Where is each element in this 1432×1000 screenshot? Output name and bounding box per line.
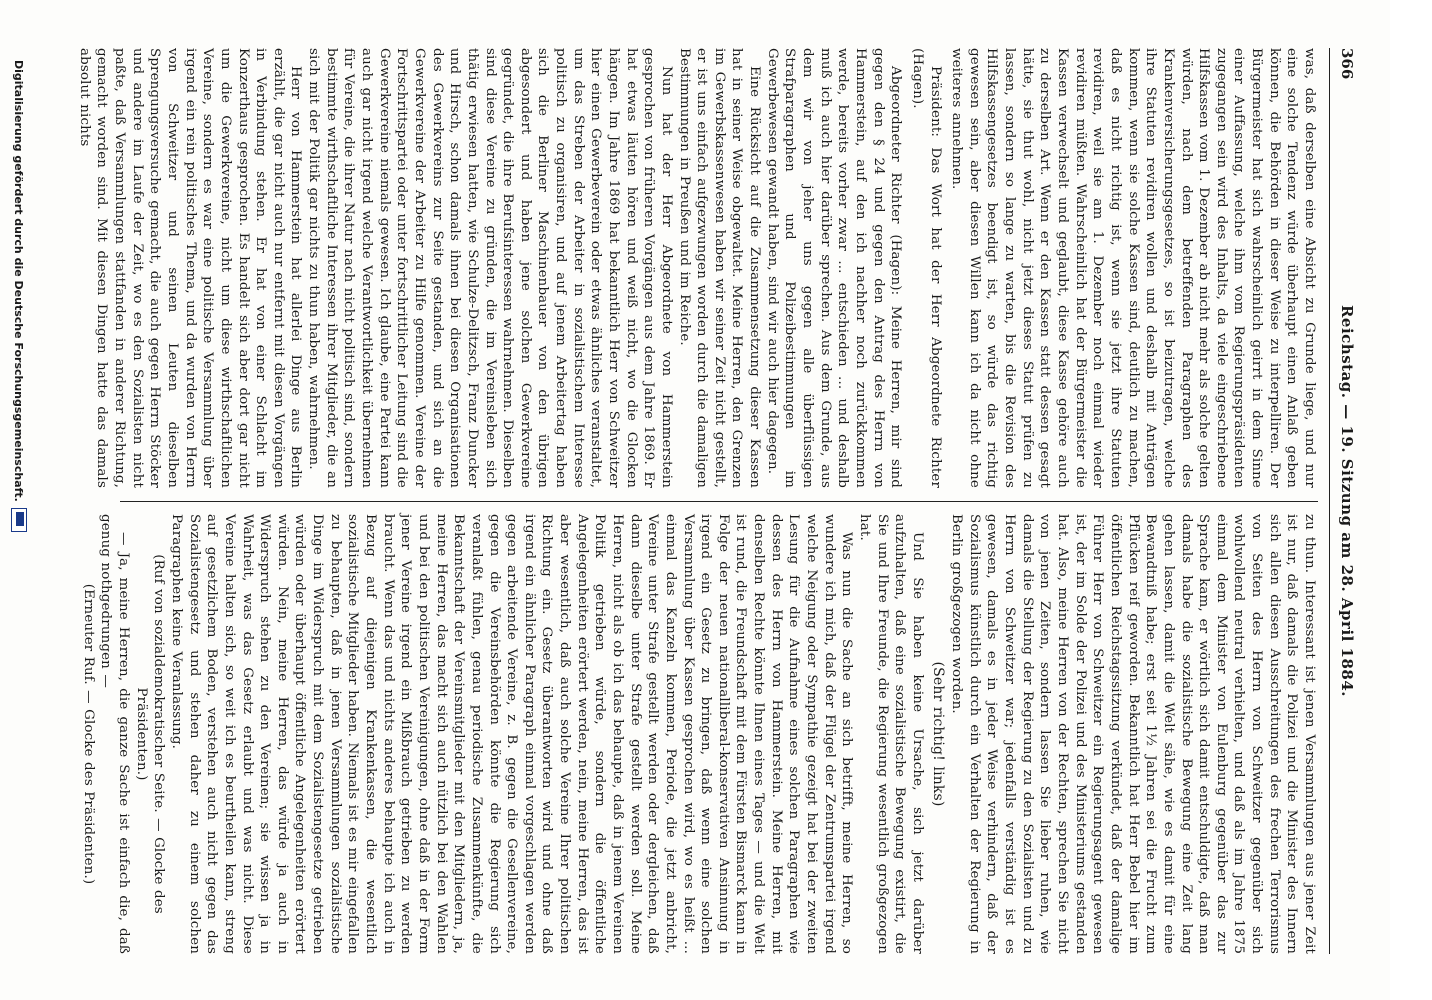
- header-rule: [1329, 48, 1330, 954]
- page-number: 366: [1338, 48, 1356, 80]
- digitization-footer: [4, 0, 34, 1000]
- speaker-paragraph: Abgeordneter Richter (Hagen): Meine Herren, mir sind gegen den § 24 und gegen den Antrag des Herrn von Hammerstein, auf den ich nachher noch zurückkommen werde, bereits vorher zwar ... entschieden ... und deshalb muß ich auch hier darüber sprechen. Aus dem Grunde, aus dem wir von jeher uns gegen alle überflüssigen Strafparagraphen und Polizeibestimmungen im Gewerbewesen gewandt haben, sind wir auch hier dagegen.: [764, 48, 904, 488]
- interjection: (Ruf von sozialdemokratischer Seite. — Glocke des Präsidenten.): [133, 554, 167, 914]
- paragraph: Nun hat der Herr Abgeordnete von Hammerstein gesprochen von früheren Vorgängen aus dem Jahre 1869. Er hat etwas läuten hören und weiß nicht, wo die Glocken hängen. Im Jahre 1869 hat bekanntlich Herr von Schweitzer hier einen Gewerbeverein oder etwas ähnliches veranstaltet, um das Streben der Arbeiter in sozialistischem Interesse politisch zu organisiren, und auf jenem Arbeitertag haben sich die Berliner Maschinenbauer von den übrigen abgesondert und haben jene solchen Gewerkvereine gegründet, die ihre Berufsinteressen wahrnehmen. Dieselben sind diese Vereine zu gründen, die im Vereinsleben sich thätig erwiesen hatten, wie Schulze-Delitzsch, Franz Duncker und Hirsch, schon damals ihnen bei diesen Organisationen des Gewerkvereins zur Seite gestanden, und sich an die Gewerkvereine der Arbeiter zu Hilfe genommen. Vereine der Fortschrittspartei oder unter fortschrittlicher Leitung sind die Gewerkvereine niemals gewesen. Ich glaube, eine Partei kann auch gar nicht irgend welche Verantwortlichkeit übernehmen für Vereine, die ihrer Natur nach nicht politisch sind, sondern bestimmte wirthschaftliche Interessen ihrer Mitglieder, die an sich mit der Politik gar nichts zu thun haben, wahrnehmen.: [306, 48, 674, 488]
- paragraph: — Ja, meine Herren, die ganze Sache ist einfach die, daß genug nothgedrungen —: [98, 514, 132, 954]
- column-divider: [120, 501, 1318, 502]
- dfg-logo-icon: [11, 508, 27, 532]
- paragraph: zu thun. Interessant ist jenen Versammlungen aus jener Zeit ist nur, daß damals die Polizei und die Minister des Innern sich allen diesen Ausschreitungen des frechen Terrorismus von Seiten des Herrn von Schweitzer gegenüber sich wohlwollend neutral verhielten, und daß als im Jahre 1875 einmal dem Minister von Eulenburg gegenüber das zur Sprache kam, er wörtlich sich damit entschuldigte, daß man damals habe die sozialistische Bewegung eine Zeit lang gehen lassen, damit die Welt sähe, wie es damit für eine Bewandtniß habe; erst seit 1½ Jahren sei die Frucht zum Pflücken reif geworden. Bekanntlich hat Herr Bebel hier im öffentlichen Reichstagssitzung verkündet, daß der damalige Führer Herr von Schweitzer ein Regierungsagent gewesen ist, der im Solde der Polizei und des Ministeriums gestanden hat. Also, meine Herren von der Rechten, sprechen Sie nicht von jenen Zeiten, sondern lassen Sie lieber ruhen, wie damals die Stellung der Regierung zu den Sozialisten und zu Herrn von Schweitzer war; jedenfalls verständig ist es gewesen, damals es in jeder Weise verhindern, daß der Sozialismus künstlich durch ein Verhalten der Regierung in Berlin großgezogen worden.: [949, 514, 1317, 954]
- running-title: Reichstag. — 19. Sitzung am 28. April 1884.: [1338, 304, 1356, 698]
- paragraph: Eine Rücksicht auf die Zusammensetzung dieser Kassen hat in seiner Weise obgewaltet. Meine Herren, den Grenzen im Gewerbskassenwesen haben wir seiner Zeit nicht gestellt, er ist uns einfach aufgezwungen worden durch die damaligen Bestimmungen in Preußen und im Reiche.: [676, 48, 763, 488]
- left-column: [75, 48, 1318, 488]
- paragraph: Herr von Hammerstein hat allerlei Dinge aus Berlin erzählt, die gar nicht auch nur entfernt mit diesen Vorgängen in Verbindung stehen. Er hat von einer Schlacht im Konzerthaus gesprochen. Es handelt sich aber dort gar nicht um die Gewerkvereine, nicht um diese wirthschaftlichen Vereine, sondern es war eine politische Versammlung über irgend ein rein politisches Thema, und da wurden von Herrn von Schweitzer und seinen Leuten dieselben Sprengungsversuche gemacht, die auch gegen Herrn Stöcker und andere im Laufe der Zeit, wo es den Sozialisten nicht paßte, daß Versammlungen stattfanden in anderer Richtung, gemacht worden sind. Mit diesen Dingen hatte das damals absolut nichts: [76, 48, 304, 488]
- footer-text: Digitalisierung gefördert durch die Deutsche Forschungsgemeinschaft.: [12, 60, 26, 502]
- right-column: [79, 514, 1318, 954]
- paragraph: was, daß derselben eine Absicht zu Grunde liege, und nur eine solche Tendenz würde überhaupt einen Anlaß geben können, die Behörden in dieser Weise zu interpelliren. Der Bürgermeister hat sich wahrscheinlich geirrt in dem Sinne einer Auffassung, welche ihm vom Regierungspräsidenten zugegangen sein wird des Inhalts, da viele eingeschriebene Hilfskassen vom 1. Dezember ab nicht mehr als solche gelten würden, nach dem betreffenden Paragraphen des Krankenversicherungsgesetzes, so ist beizutragen, welche ihre Statuten revidiren wollen und deshalb mit Anträgen kommen, wenn sie solche Kassen sind, deutlich zu machen, daß es nicht richtig ist, wenn sie jetzt ihre Statuten revidiren, weil sie am 1. Dezember noch einmal wieder revidiren müßten. Wahrscheinlich hat der Bürgermeister die Kassen verwechselt und geglaubt, diese Kasse gehöre auch zu derselben Art. Wenn er den Kassen statt dessen gesagt hätte, sie thut wohl, nicht jetzt dieses Statut prüfen zu lassen, sondern so lange zu warten, bis die Revision des Hilfskassengesetzes beendigt ist, so würde das richtig gewesen sein, aber diesen Willen kann ich da nicht ohne weiteres annehmen.: [949, 48, 1317, 488]
- speaker-paragraph: Präsident: Das Wort hat der Herr Abgeordnete Richter (Hagen).: [909, 48, 943, 488]
- page-header: [1330, 48, 1356, 954]
- paragraph: Was nun die Sache an sich betrifft, meine Herren, so wundere ich mich, daß der Flügel der Zentrumspartei irgend welche Neigung oder Sympathie gezeigt hat bei der zweiten Lesung für die Aufnahme eines solchen Paragraphen wie dessen des Herrn von Hammerstein. Meine Herren, mit denselben Rechte könnte Ihnen eines Tages — und die Welt ist rund, die Freundschaft mit dem Fürsten Bismarck kann in Folge der neuen nationalliberal-konservativen Ansinnung in irgend ein Gesetz zu bringen, daß wenn eine solchen Versammlung über Kassen gesprochen wird, wo es heißt ... einmal das Kanzeln kommen, Periode, die jetzt anbricht, Vereine unter Strafe gestellt werden oder dergleichen, daß dann dieselbe unter Strafe gestellt werden soll. Meine Herren, nicht als ob ich das behaupte, daß in jenem Vereinen Politik getrieben würde, sondern die öffentliche Angelegenheiten erörtert werden, nein, meine Herren, das ist aber wesentlich, daß auch solche Vereine Ihrer politischen Richtung ein. Gesetz überantworten wird und ohne daß irgend ein ähnlicher Paragraph einmal vorgeschlagen werden gegen arbeitende Vereine, z. B. gegen die Gesellenvereine, gegen die Vereinsbehörden könnte die Regierung sich veranlaßt fühlen, genau periodische Zusammenkünfte, die Bekanntschaft der Vereinsmitglieder mit den Mitgliedern, ja, meine Herren, das macht sich auch nützlich bei den Wahlen und bei den politischen Vereinigungen, ohne daß in der Form jener Vereine irgend ein Mißbrauch getrieben zu werden braucht. Wenn das und nichts anderes behaupte ich auch in Bezug auf diejenigen Krankenkassen, die wesentlich sozialistische Mitglieder haben. Niemals ist es mir eingefallen zu behaupten, daß in jenen Versammlungen sozialistische Dinge im Widerspruch mit dem Sozialistengesetze getrieben würden oder überhaupt öffentliche Angelegenheiten erörtert würden. Nein, meine Herren, das würde ja auch in Widerspruch stehen zu den Vereinen; sie wissen ja in Wahrheit, was das Gesetz erlaubt und was nicht. Diese Vereine halten sich, so weit ich es beurtheilen kann, streng auf gesetzlichem Boden, verstehen auch nicht gegen das Sozialistengesetz und stehen daher zu einem solchen Paragraphen keine Veranlassung.: [169, 514, 855, 954]
- interjection: (Erneuter Ruf. — Glocke des Präsidenten.): [80, 583, 96, 885]
- paragraph: Und Sie haben keine Ursache, sich jetzt darüber aufzuhalten, daß eine sozialistische Bewegung existirt, die Sie und Ihre Freunde, die Regierung wesentlich großgezogen hat.: [856, 514, 925, 954]
- interjection: (Sehr richtig! links): [929, 661, 946, 807]
